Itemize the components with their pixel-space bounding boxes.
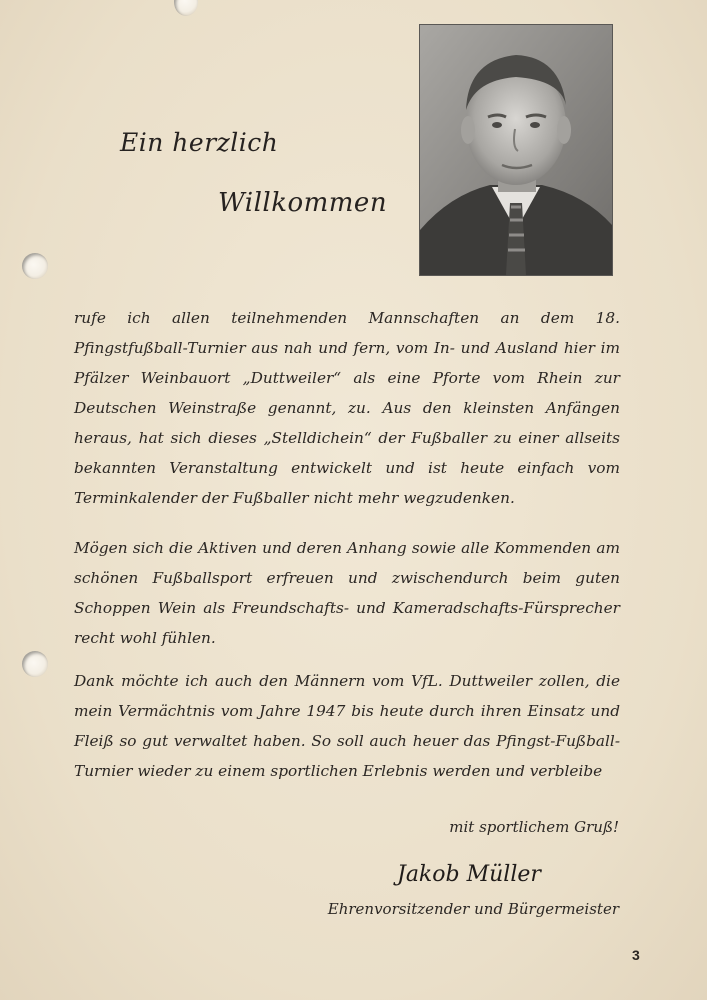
paragraph-1: rufe ich allen teilnehmenden Mannschaften an dem 18. Pfingstfußball-Turnier aus nah und fern, vom In- und Ausland hier im Pfälzer Weinbauort „Duttweiler“ als eine Pforte vom Rhein zur Deutschen Weinstraße genannt, zu. Aus den kleinsten Anfängen heraus, hat sich dieses „Stelldichein“ der Fußballer zu einer allseits bekannten Veranstaltung entwickelt und ist heute einfach vom Terminkalender der Fußballer nicht mehr wegzudenken.: [74, 309, 620, 507]
paragraph-2: Mögen sich die Aktiven und deren Anhang sowie alle Kommenden am schönen Fußballsport erfreuen und zwischendurch beim guten Schoppen Wein als Freundschafts- und Kameradschafts-Fürsprecher recht wohl fühlen.: [74, 539, 620, 647]
page-number: 3: [632, 947, 640, 963]
portrait-illustration: [420, 25, 612, 275]
punch-hole-lower: [22, 651, 48, 677]
signature: Jakob Müller: [397, 862, 541, 887]
signer-title: Ehrenvorsitzender und Bürgermeister: [327, 900, 619, 918]
punch-hole-middle: [22, 253, 48, 279]
greeting-line-2: Willkommen: [218, 188, 388, 218]
portrait-photo: [419, 24, 613, 276]
greeting-line-1: Ein herzlich: [120, 128, 279, 157]
paragraph-3: Dank möchte ich auch den Männern vom VfL. Duttweiler zollen, die mein Vermächtnis vom Jahre 1947 bis heute durch ihren Einsatz und Fleiß so gut verwaltet haben. So soll auch heuer das Pfingst-Fußball-Turnier wieder zu einem sportlichen Erlebnis werden und verbleibe: [74, 672, 620, 780]
closing-greeting: mit sportlichem Gruß!: [449, 818, 619, 836]
